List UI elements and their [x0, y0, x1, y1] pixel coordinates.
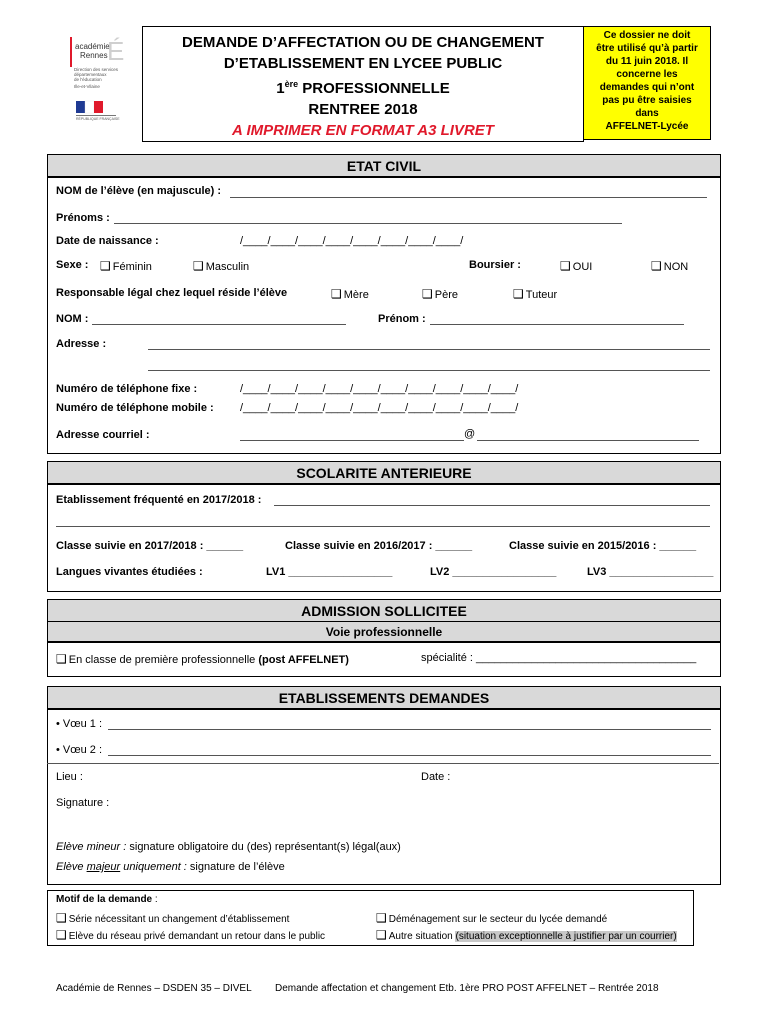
courriel-domain-field[interactable]	[477, 440, 699, 441]
tel-fixe-label: Numéro de téléphone fixe :	[56, 383, 198, 395]
svg-text:départementaux: départementaux	[74, 72, 107, 77]
feminin-option[interactable]: ❑ Féminin	[100, 259, 152, 273]
classe-2015-2016[interactable]: Classe suivie en 2015/2016 : ______	[509, 540, 697, 552]
deadline-notice: Ce dossier ne doit être utilisé qu’à partir du 11 juin 2018. Il concerne les demandes qui n’ont pas pu être saisies dans AFFELNET-Lycée	[583, 26, 711, 140]
etablissements-section	[47, 708, 721, 885]
nom-eleve-field[interactable]	[230, 197, 707, 198]
svg-text:RÉPUBLIQUE FRANÇAISE: RÉPUBLIQUE FRANÇAISE	[76, 117, 120, 121]
checkbox-icon: ❑	[56, 652, 67, 666]
academie-logo	[60, 25, 140, 130]
etablissement-field-2[interactable]	[56, 526, 710, 527]
lv3-field[interactable]: LV3 _________________	[587, 566, 714, 578]
title-line-2: D’ETABLISSEMENT EN LYCEE PUBLIC	[223, 55, 503, 72]
checkbox-icon: ❑	[56, 928, 67, 942]
checkbox-icon: ❑	[422, 287, 433, 301]
svg-text:É: É	[107, 36, 125, 66]
highlight-note: (situation exceptionnelle à justifier par un courrier)	[455, 931, 677, 942]
divider	[47, 763, 719, 764]
etat-civil-header: ETAT CIVIL	[47, 154, 721, 178]
motif-prive-option[interactable]: ❑ Elève du réseau privé demandant un retour dans le public	[56, 928, 326, 942]
boursier-non-option[interactable]: ❑ NON	[651, 259, 689, 273]
langues-label: Langues vivantes étudiées :	[56, 566, 203, 578]
boursier-label: Boursier :	[469, 259, 521, 271]
date-label[interactable]: Date :	[421, 771, 451, 783]
title-line-4: RENTREE 2018	[308, 101, 418, 118]
tel-mobile-field[interactable]: /____/____/____/____/____/____/____/____/____/____/	[240, 402, 519, 414]
svg-text:de l'éducation: de l'éducation	[74, 77, 102, 82]
checkbox-icon: ❑	[376, 928, 387, 942]
voeu-1-label: • Vœu 1 :	[56, 718, 103, 730]
title-line-1: DEMANDE D’AFFECTATION OU DE CHANGEMENT	[182, 34, 544, 51]
signature-label[interactable]: Signature :	[56, 797, 110, 809]
classe-2016-2017[interactable]: Classe suivie en 2016/2017 : ______	[285, 540, 473, 552]
lv2-field[interactable]: LV2 _________________	[430, 566, 557, 578]
adresse-field-1[interactable]	[148, 349, 710, 350]
svg-text:académie: académie	[75, 42, 110, 51]
tel-fixe-field[interactable]: /____/____/____/____/____/____/____/____/____/____/	[240, 383, 519, 395]
voeu-1-field[interactable]	[108, 729, 711, 730]
adresse-field-2[interactable]	[148, 370, 710, 371]
checkbox-icon: ❑	[651, 259, 662, 273]
mere-option[interactable]: ❑ Mère	[331, 287, 369, 301]
lieu-label[interactable]: Lieu :	[56, 771, 83, 783]
footer-left: Académie de Rennes – DSDEN 35 – DIVEL	[56, 983, 252, 994]
lv1-field[interactable]: LV1 _________________	[266, 566, 393, 578]
motif-demenagement-option[interactable]: ❑ Déménagement sur le secteur du lycée demandé	[376, 911, 608, 925]
nom-responsable-label: NOM :	[56, 313, 89, 325]
nom-responsable-field[interactable]	[92, 324, 346, 325]
marianne-logo-icon	[60, 25, 140, 130]
motif-autre-option[interactable]: ❑ Autre situation (situation exceptionnelle à justifier par un courrier)	[376, 928, 677, 942]
dob-field[interactable]: /____/____/____/____/____/____/____/____/	[240, 235, 464, 247]
checkbox-icon: ❑	[193, 259, 204, 273]
title-box	[142, 26, 584, 142]
checkbox-icon: ❑	[56, 911, 67, 925]
voie-header: Voie professionnelle	[47, 621, 721, 643]
specialite-field[interactable]: spécialité : ____________________________________	[421, 652, 697, 664]
motif-title: Motif de la demande :	[56, 894, 158, 905]
checkbox-icon: ❑	[376, 911, 387, 925]
print-instruction: A IMPRIMER EN FORMAT A3 LIVRET	[232, 122, 494, 139]
pere-option[interactable]: ❑ Père	[422, 287, 459, 301]
voeu-2-field[interactable]	[108, 755, 711, 756]
sexe-label: Sexe :	[56, 259, 89, 271]
tuteur-option[interactable]: ❑ Tuteur	[513, 287, 558, 301]
mineur-note: Elève mineur : signature obligatoire du (des) représentant(s) légal(aux)	[56, 841, 401, 853]
checkbox-icon: ❑	[331, 287, 342, 301]
prenoms-field[interactable]	[114, 223, 622, 224]
masculin-option[interactable]: ❑ Masculin	[193, 259, 250, 273]
title-line-3: 1ère PROFESSIONNELLE	[276, 79, 450, 97]
premiere-pro-option[interactable]: ❑ En classe de première professionnelle (post AFFELNET)	[56, 652, 349, 666]
svg-text:Ille-et-Vilaine: Ille-et-Vilaine	[74, 84, 100, 89]
prenom-responsable-field[interactable]	[430, 324, 684, 325]
tel-mobile-label: Numéro de téléphone mobile :	[56, 402, 214, 414]
classe-2017-2018[interactable]: Classe suivie en 2017/2018 : ______	[56, 540, 244, 552]
admission-header: ADMISSION SOLLICITEE	[47, 599, 721, 623]
responsable-label: Responsable légal chez lequel réside l’élève	[56, 287, 288, 299]
prenoms-label: Prénoms :	[56, 212, 110, 224]
boursier-oui-option[interactable]: ❑ OUI	[560, 259, 593, 273]
nom-eleve-label: NOM de l’élève (en majuscule) :	[56, 185, 222, 197]
majeur-note: Elève majeur uniquement : signature de l’élève	[56, 861, 285, 873]
checkbox-icon: ❑	[560, 259, 571, 273]
courriel-user-field[interactable]	[240, 440, 464, 441]
at-sign: @	[464, 428, 476, 440]
svg-text:Rennes: Rennes	[80, 51, 108, 60]
checkbox-icon: ❑	[513, 287, 524, 301]
motif-serie-option[interactable]: ❑ Série nécessitant un changement d’établissement	[56, 911, 290, 925]
etablissement-field[interactable]	[274, 505, 710, 506]
footer-right: Demande affectation et changement Etb. 1ère PRO POST AFFELNET – Rentrée 2018	[275, 983, 659, 994]
etablissement-label: Etablissement fréquenté en 2017/2018 :	[56, 494, 262, 506]
courriel-label: Adresse courriel :	[56, 429, 150, 441]
prenom-responsable-label: Prénom :	[378, 313, 426, 325]
svg-text:Direction des services: Direction des services	[74, 67, 119, 72]
dob-label: Date de naissance :	[56, 235, 159, 247]
checkbox-icon: ❑	[100, 259, 111, 273]
etablissements-header: ETABLISSEMENTS DEMANDES	[47, 686, 721, 710]
adresse-label: Adresse :	[56, 338, 107, 350]
voeu-2-label: • Vœu 2 :	[56, 744, 103, 756]
scolarite-header: SCOLARITE ANTERIEURE	[47, 461, 721, 485]
